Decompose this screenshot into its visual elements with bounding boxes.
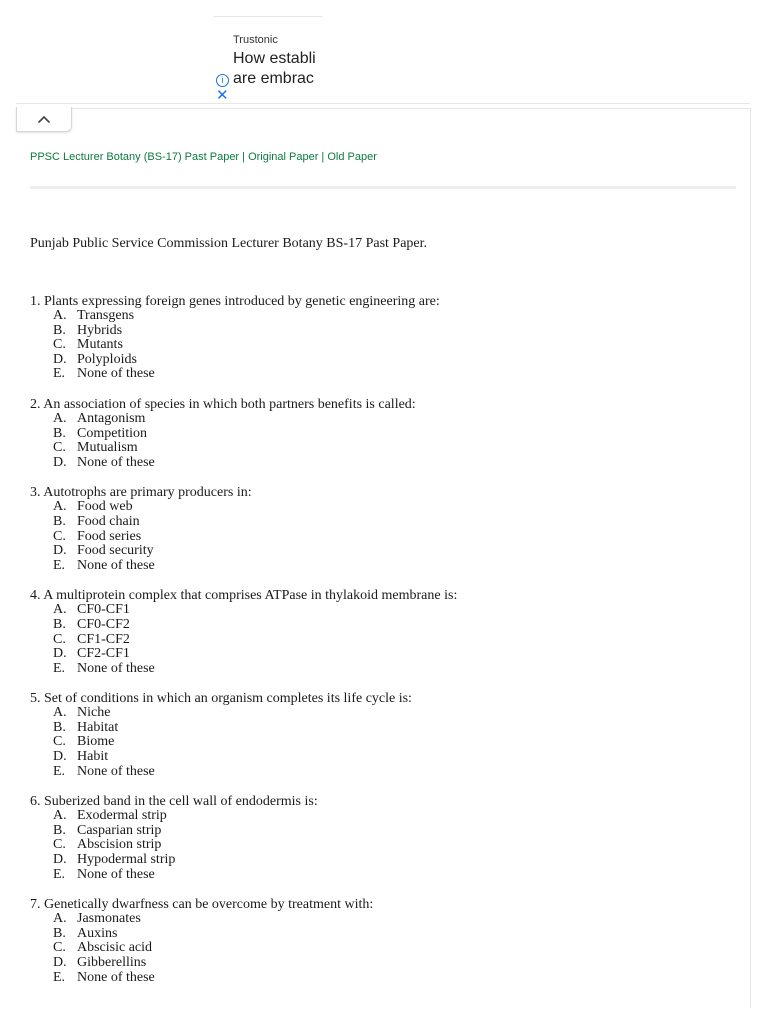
option-letter: D. (53, 454, 67, 470)
question-text: 7. Genetically dwarfness can be overcome by treatment with: (30, 897, 374, 913)
collapse-ad-button[interactable] (16, 107, 72, 132)
option-letter: E. (53, 969, 66, 985)
option-text: CF0-CF2 (77, 616, 130, 632)
option-list (30, 706, 730, 779)
option-item (53, 735, 730, 750)
option-letter: A. (53, 499, 67, 515)
option-item (53, 603, 730, 618)
option-text: Hybrids (77, 322, 123, 338)
option-list (30, 500, 730, 573)
question-text: 3. Autotrophs are primary producers in: (30, 485, 252, 501)
option-letter: C. (53, 337, 66, 353)
option-text: None of these (77, 660, 155, 676)
option-text: Hypodermal strip (77, 852, 176, 868)
option-item (53, 515, 730, 530)
option-letter: C. (53, 440, 66, 456)
option-text: None of these (77, 763, 155, 779)
option-item (53, 838, 730, 853)
option-letter: E. (53, 866, 66, 882)
option-item (53, 633, 730, 648)
option-letter: D. (53, 646, 67, 662)
option-text: Competition (77, 425, 147, 441)
option-text: Food series (77, 528, 142, 544)
option-letter: B. (53, 822, 66, 838)
option-item (53, 853, 730, 868)
option-item (53, 309, 730, 324)
option-letter: C. (53, 528, 66, 544)
option-item (53, 353, 730, 368)
option-text: Antagonism (77, 410, 146, 426)
question-4 (30, 588, 730, 676)
option-letter: D. (53, 543, 67, 559)
option-letter: A. (53, 808, 67, 824)
ad-headline-line-1: How establi (233, 50, 316, 67)
option-letter: A. (53, 705, 67, 721)
option-item (53, 324, 730, 339)
option-item (53, 750, 730, 765)
option-letter: B. (53, 616, 66, 632)
option-text: Abscisic acid (77, 940, 153, 956)
info-icon[interactable]: i (216, 74, 229, 87)
option-item (53, 647, 730, 662)
option-letter: E. (53, 557, 66, 573)
question-text: 5. Set of conditions in which an organism completes its life cycle is: (30, 691, 412, 707)
option-item (53, 427, 730, 442)
option-letter: A. (53, 602, 67, 618)
option-text: Casparian strip (77, 822, 162, 838)
breadcrumb-link[interactable]: PPSC Lecturer Botany (BS-17) Past Paper | Original Paper | Old Paper (30, 151, 377, 163)
question-text: 2. An association of species in which both partners benefits is called: (30, 396, 416, 412)
option-letter: A. (53, 308, 67, 323)
option-item (53, 765, 730, 780)
option-letter: D. (53, 955, 67, 970)
option-item (53, 338, 730, 353)
option-item (53, 706, 730, 721)
option-item (53, 824, 730, 839)
option-letter: E. (53, 763, 66, 779)
option-item (53, 927, 730, 942)
option-item (53, 456, 730, 471)
option-text: Habitat (77, 719, 119, 735)
option-text: Food security (77, 543, 154, 559)
option-text: Exodermal strip (77, 808, 167, 824)
question-7 (30, 897, 730, 985)
option-item (53, 530, 730, 545)
option-item (53, 559, 730, 574)
option-text: CF2-CF1 (77, 646, 130, 662)
option-text: Food chain (77, 513, 140, 529)
option-item (53, 662, 730, 677)
divider (30, 186, 736, 189)
option-list (30, 412, 730, 470)
question-text: 6. Suberized band in the cell wall of endodermis is: (30, 794, 318, 810)
option-item (53, 500, 730, 515)
question-text: 4. A multiprotein complex that comprises ATPase in thylakoid membrane is: (30, 588, 458, 604)
option-list (30, 912, 730, 985)
option-item (53, 412, 730, 427)
option-text: None of these (77, 866, 155, 882)
option-item (53, 956, 730, 971)
option-list (30, 309, 730, 382)
option-text: Food web (77, 499, 133, 515)
question-6 (30, 794, 730, 882)
option-text: None of these (77, 969, 155, 985)
option-item (53, 809, 730, 824)
option-item (53, 544, 730, 559)
option-letter: E. (53, 660, 66, 676)
option-list (30, 603, 730, 676)
option-letter: C. (53, 940, 66, 956)
option-text: CF0-CF1 (77, 602, 130, 618)
option-text: None of these (77, 366, 155, 382)
question-text: 1. Plants expressing foreign genes introduced by genetic engineering are: (30, 294, 440, 309)
option-letter: B. (53, 719, 66, 735)
chevron-up-icon (37, 115, 51, 124)
option-letter: C. (53, 837, 66, 853)
page-intro: Punjab Public Service Commission Lecturer Botany BS-17 Past Paper. (30, 236, 428, 251)
option-letter: C. (53, 734, 66, 750)
option-letter: E. (53, 366, 66, 382)
option-letter: A. (53, 410, 67, 426)
option-letter: A. (53, 911, 67, 927)
question-5 (30, 691, 730, 779)
option-text: Jasmonates (77, 911, 141, 927)
ad-brand: Trustonic (233, 34, 278, 46)
option-text: CF1-CF2 (77, 631, 130, 647)
option-text: Gibberellins (77, 955, 147, 970)
option-text: None of these (77, 454, 155, 470)
option-letter: B. (53, 425, 66, 441)
question-list (30, 294, 730, 1000)
option-text: Biome (77, 734, 115, 750)
question-1 (30, 294, 730, 382)
option-letter: B. (53, 925, 66, 941)
option-item (53, 721, 730, 736)
option-text: Mutants (77, 337, 123, 353)
question-3 (30, 485, 730, 573)
ad-headline[interactable] (233, 49, 322, 89)
option-letter: C. (53, 631, 66, 647)
option-text: Polyploids (77, 351, 137, 367)
option-text: Habit (77, 749, 109, 765)
option-item (53, 618, 730, 633)
option-item (53, 941, 730, 956)
option-list (30, 809, 730, 882)
content-border (750, 108, 751, 1008)
question-2 (30, 397, 730, 470)
option-letter: D. (53, 351, 67, 367)
option-item (53, 912, 730, 927)
option-letter: B. (53, 513, 66, 529)
ad-divider (16, 103, 750, 109)
option-item (53, 367, 730, 382)
option-text: Niche (77, 705, 111, 721)
option-letter: D. (53, 852, 67, 868)
option-text: None of these (77, 557, 155, 573)
option-text: Auxins (77, 925, 118, 941)
close-icon[interactable]: ✕ (216, 87, 229, 104)
option-letter: D. (53, 749, 67, 765)
option-item (53, 868, 730, 883)
ad-banner[interactable] (214, 16, 322, 105)
option-text: Transgens (77, 308, 135, 323)
option-item (53, 971, 730, 986)
ad-headline-line-2: are embrac (233, 70, 314, 87)
option-item (53, 441, 730, 456)
option-text: Mutualism (77, 440, 138, 456)
option-letter: B. (53, 322, 66, 338)
option-text: Abscision strip (77, 837, 162, 853)
